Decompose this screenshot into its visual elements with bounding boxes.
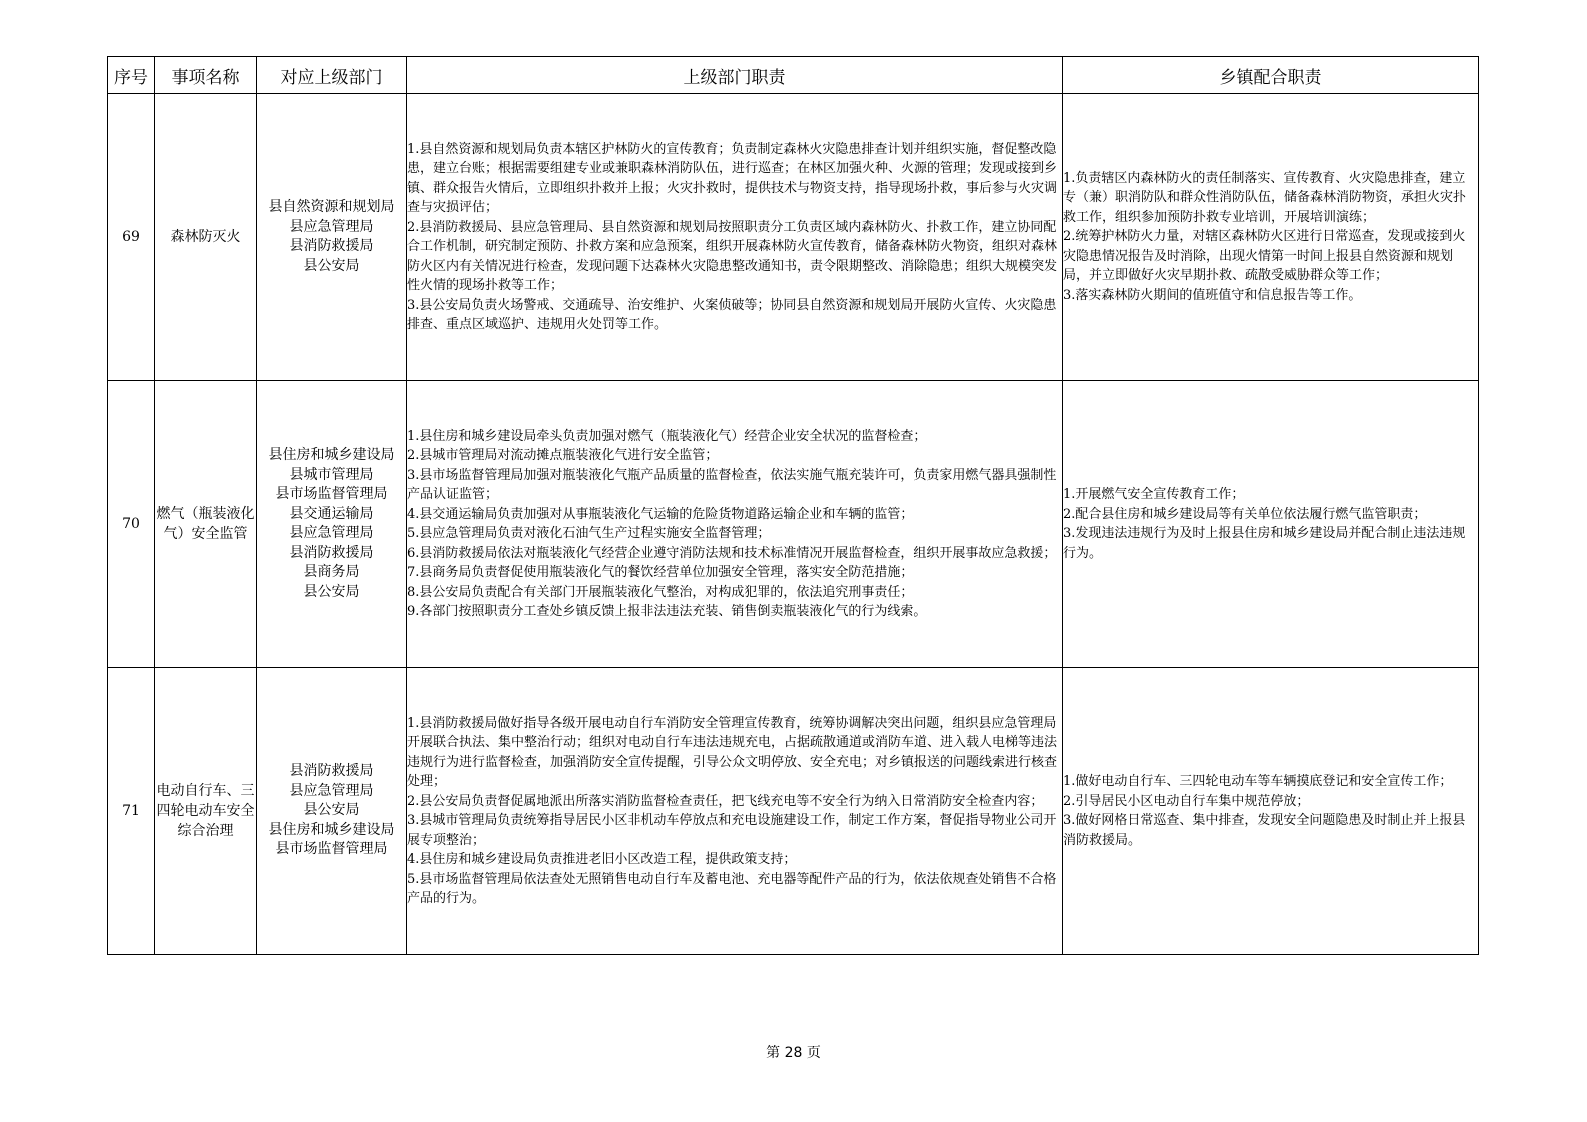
dept-line: 县交通运输局 <box>289 505 374 522</box>
row-depts <box>257 94 407 381</box>
row-coops <box>1063 94 1479 381</box>
responsibility-table <box>107 56 1479 955</box>
dept-line: 县消防救援局 <box>289 544 374 561</box>
dept-line: 县应急管理局 <box>289 218 374 235</box>
header-item-name: 事项名称 <box>155 57 257 94</box>
duty-item: 1.县住房和城乡建设局牵头负责加强对燃气（瓶装液化气）经营企业安全状况的监督检查； <box>407 428 927 444</box>
row-seq: 70 <box>108 381 155 668</box>
coop-item: 3.发现违法违规行为及时上报县住房和城乡建设局并配合制止违法违规行为。 <box>1063 526 1466 561</box>
row-coops <box>1063 668 1479 955</box>
table-row <box>108 668 1479 955</box>
duty-item: 4.县交通运输局负责加强对从事瓶装液化气运输的危险货物道路运输企业和车辆的监管； <box>407 506 914 522</box>
duty-item: 2.县消防救援局、县应急管理局、县自然资源和规划局按照职责分工负责区域内森林防火、扑救工作，建立协同配合工作机制，研究制定预防、扑救方案和应急预案，组织开展森林防火宣传教育，储备森林防火物资，组织对森林防火区内有关情况进行检查，发现问题下达森林火灾隐患整改通知书，责令限期整改、消除隐患；组织大规模突发性火情的现场扑救等工作； <box>407 219 1058 293</box>
header-township-duty: 乡镇配合职责 <box>1063 57 1479 94</box>
row-item-name: 电动自行车、三四轮电动车安全综合治理 <box>155 668 257 955</box>
coop-item: 2.统筹护林防火力量，对辖区森林防火区进行日常巡查，发现或接到火灾隐患情况报告及时消除，出现火情第一时间上报县自然资源和规划局，并立即做好火灾早期扑救、疏散受威胁群众等工作； <box>1063 229 1466 284</box>
duty-item: 3.县城市管理局负责统筹指导居民小区非机动车停放点和充电设施建设工作，制定工作方案，督促指导物业公司开展专项整治； <box>407 813 1057 848</box>
duty-item: 4.县住房和城乡建设局负责推进老旧小区改造工程，提供政策支持； <box>407 852 797 867</box>
table-row <box>108 381 1479 668</box>
duty-item: 3.县市场监督管理局加强对瓶装液化气瓶产品质量的监督检查，依法实施气瓶充装许可，负责家用燃气器具强制性产品认证监管； <box>407 467 1057 502</box>
duty-item: 3.县公安局负责火场警戒、交通疏导、治安维护、火案侦破等；协同县自然资源和规划局开展防火宣传、火灾隐患排查、重点区域巡护、违规用火处罚等工作。 <box>407 297 1057 332</box>
dept-line: 县消防救援局 <box>289 763 374 780</box>
coop-item: 2.引导居民小区电动自行车集中规范停放； <box>1063 793 1310 809</box>
duty-item: 1.县消防救援局做好指导各级开展电动自行车消防安全管理宣传教育，统筹协调解决突出问题，组织县应急管理局开展联合执法、集中整治行动；组织对电动自行车违法违规充电，占据疏散通道或消防车道、进入载人电梯等违法违规行为进行监督检查，加强消防安全宣传提醒，引导公众文明停放、安全充电；对乡镇报送的问题线索进行核查处理； <box>407 715 1058 789</box>
page-number: 第 28 页 <box>766 1045 821 1061</box>
duty-item: 9.各部门按照职责分工查处乡镇反馈上报非法违法充装、销售倒卖瓶装液化气的行为线索。 <box>407 604 927 619</box>
coop-item: 2.配合县住房和城乡建设局等有关单位依法履行燃气监管职责； <box>1063 506 1427 522</box>
row-duties <box>407 381 1063 668</box>
duty-item: 5.县市场监督管理局依法查处无照销售电动自行车及蓄电池、充电器等配件产品的行为，依法依规查处销售不合格产品的行为。 <box>407 871 1057 906</box>
coop-item: 3.落实森林防火期间的值班值守和信息报告等工作。 <box>1063 287 1362 303</box>
dept-line: 县应急管理局 <box>289 782 374 799</box>
duty-item: 2.县公安局负责督促属地派出所落实消防监督检查责任，把飞线充电等不安全行为纳入日常消防安全检查内容； <box>407 793 1044 809</box>
dept-line: 县市场监督管理局 <box>275 841 388 858</box>
coop-item: 1.开展燃气安全宣传教育工作； <box>1063 487 1245 502</box>
dept-line: 县市场监督管理局 <box>275 486 388 502</box>
row-item-name: 森林防灭火 <box>155 94 257 381</box>
dept-line: 县公安局 <box>303 583 360 600</box>
duty-item: 6.县消防救援局依法对瓶装液化气经营企业遵守消防法规和技术标准情况开展监督检查，组织开展事故应急救援； <box>407 545 1057 561</box>
table-header-row <box>108 57 1479 94</box>
dept-line: 县商务局 <box>303 564 360 580</box>
row-duties <box>407 668 1063 955</box>
row-seq: 69 <box>108 94 155 381</box>
header-seq: 序号 <box>108 57 155 94</box>
header-superior-dept: 对应上级部门 <box>257 57 407 94</box>
table-row <box>108 94 1479 381</box>
coop-item: 3.做好网格日常巡查、集中排查，发现安全问题隐患及时制止并上报县消防救援局。 <box>1063 813 1466 848</box>
dept-line: 县公安局 <box>303 802 360 819</box>
duty-item: 8.县公安局负责配合有关部门开展瓶装液化气整治，对构成犯罪的，依法追究刑事责任； <box>407 584 914 600</box>
row-depts <box>257 668 407 955</box>
dept-line: 县应急管理局 <box>289 525 374 541</box>
coop-item: 1.做好电动自行车、三四轮电动车等车辆摸底登记和安全宣传工作； <box>1063 774 1453 789</box>
dept-line: 县自然资源和规划局 <box>268 199 395 215</box>
duty-item: 5.县应急管理局负责对液化石油气生产过程实施安全监督管理； <box>407 526 771 541</box>
dept-line: 县公安局 <box>303 257 360 274</box>
coop-item: 1.负责辖区内森林防火的责任制落实、宣传教育、火灾隐患排查，建立专（兼）职消防队和群众性消防队伍，储备森林消防物资，承担火灾扑救工作，组织参加预防扑救专业培训，开展培训演练； <box>1063 170 1467 225</box>
dept-line: 县住房和城乡建设局 <box>268 821 395 838</box>
row-seq: 71 <box>108 668 155 955</box>
row-coops <box>1063 381 1479 668</box>
row-duties <box>407 94 1063 381</box>
duty-item: 2.县城市管理局对流动摊点瓶装液化气进行安全监管； <box>407 448 719 463</box>
dept-line: 县住房和城乡建设局 <box>268 447 395 463</box>
header-superior-duty: 上级部门职责 <box>407 57 1063 94</box>
row-item-name: 燃气（瓶装液化气）安全监管 <box>155 381 257 668</box>
duty-item: 7.县商务局负责督促使用瓶装液化气的餐饮经营单位加强安全管理，落实安全防范措施； <box>407 565 914 580</box>
dept-line: 县城市管理局 <box>289 466 374 483</box>
row-depts <box>257 381 407 668</box>
duty-item: 1.县自然资源和规划局负责本辖区护林防火的宣传教育；负责制定森林火灾隐患排查计划并组织实施，督促整改隐患，建立台账；根据需要组建专业或兼职森林消防队伍，进行巡查；在林区加强火种、火源的管理；发现或接到乡镇、群众报告火情后，立即组织扑救并上报；火灾扑救时，提供技术与物资支持，指导现场扑救，事后参与火灾调查与灾损评估； <box>407 141 1058 215</box>
dept-line: 县消防救援局 <box>289 238 374 254</box>
